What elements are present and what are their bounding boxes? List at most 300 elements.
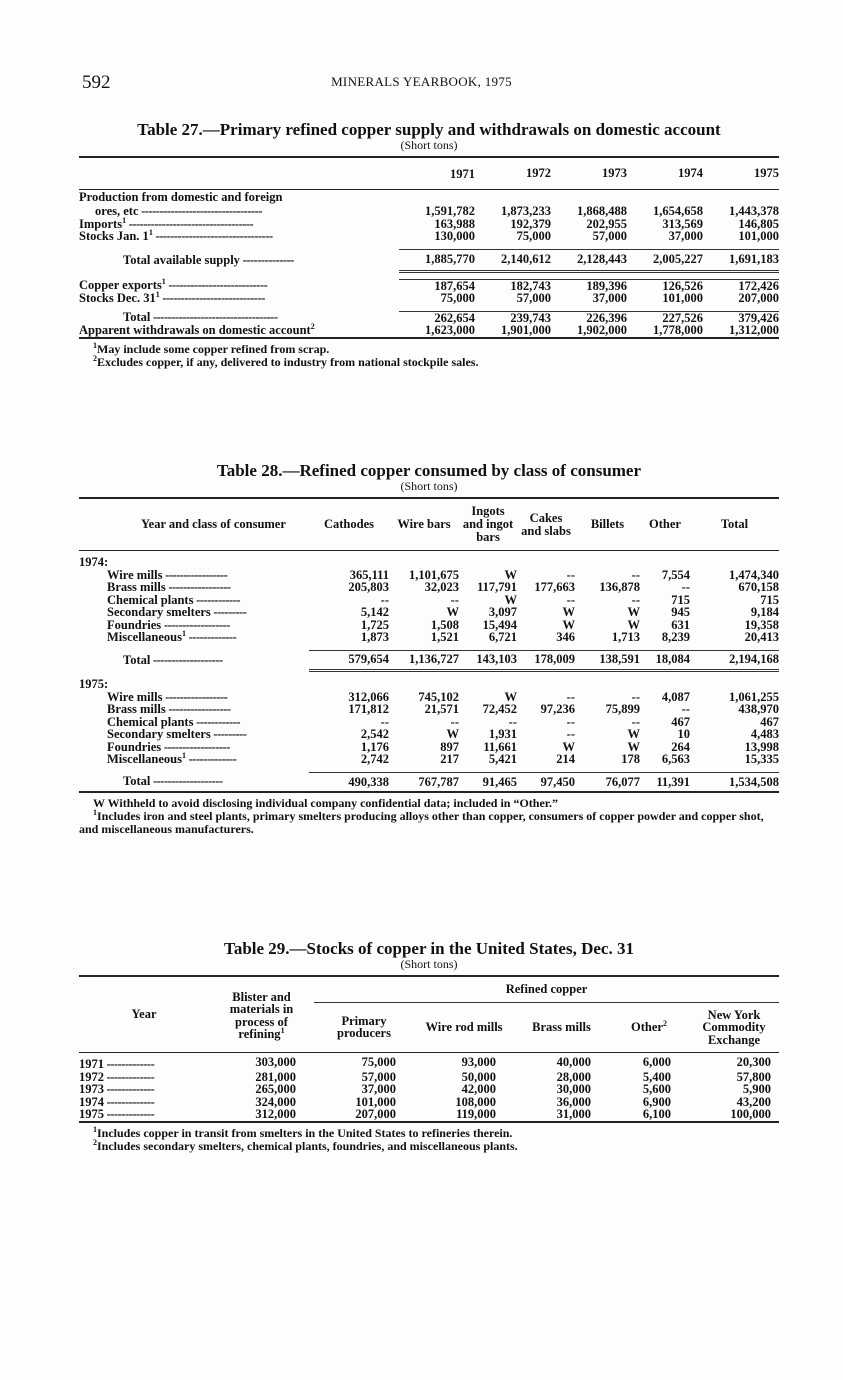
cell-value: W <box>562 605 575 619</box>
cell-value: 631 <box>671 617 690 632</box>
cell-value: 1,873,233 <box>501 204 551 218</box>
cell-value: 19,358 <box>744 617 779 632</box>
cell-value: W <box>627 605 640 619</box>
cell-value: 11,661 <box>483 739 517 754</box>
label-text: Secondary smelters <box>107 605 211 619</box>
cell-value: W <box>446 605 459 619</box>
label-text: 1973 <box>79 1082 104 1096</box>
cell-value: W <box>504 689 517 704</box>
cell-value: 6,563 <box>661 752 690 766</box>
column-header: Year <box>131 1007 157 1022</box>
cell-value: 467 <box>671 714 690 729</box>
cell-value: 207,000 <box>738 291 779 305</box>
footnote <box>79 353 779 369</box>
total-value: 1,136,727 <box>389 650 459 670</box>
cell-value: 438,970 <box>738 702 779 716</box>
total-value: 18,084 <box>640 650 690 670</box>
table-27-grid <box>79 156 779 339</box>
label-text: Production from domestic and foreign <box>79 190 283 204</box>
year-label: 1974: <box>79 555 109 569</box>
row-label <box>79 772 309 792</box>
cell-value: 1,061,255 <box>729 689 779 704</box>
table-27-title: Table 27.—Primary refined copper supply and withdrawals on domestic account <box>137 120 721 139</box>
table-row <box>79 1096 779 1109</box>
cell-value: W <box>446 727 459 741</box>
empty-cell <box>690 670 779 691</box>
t27-col-header: 1972 <box>526 166 551 180</box>
cell-value <box>399 189 475 205</box>
cell-value: 42,000 <box>461 1082 496 1096</box>
cell-value: -- <box>566 567 575 582</box>
cell-value: 1,885,770 <box>399 249 475 271</box>
cell-value <box>627 189 703 205</box>
cell-value: 1,931 <box>488 727 517 741</box>
total-value: 178,009 <box>517 650 575 670</box>
empty-cell <box>640 551 690 569</box>
cell-value: 202,955 <box>586 216 627 231</box>
column-header: Billets <box>590 517 625 531</box>
empty-cell <box>517 551 575 569</box>
cell-value: 7,554 <box>661 567 690 582</box>
table-row <box>79 249 779 271</box>
cell-value: 3,097 <box>488 605 517 619</box>
empty-cell <box>575 670 640 691</box>
empty-cell <box>517 670 575 691</box>
cell-value: 2,542 <box>360 727 389 741</box>
label-text: Brass mills <box>107 580 166 594</box>
table-row <box>79 189 779 205</box>
cell-value: 1,725 <box>360 617 389 632</box>
cell-value: 2,140,612 <box>475 249 551 271</box>
empty-cell <box>309 551 389 569</box>
cell-value: 20,300 <box>736 1054 771 1069</box>
running-title: MINERALS YEARBOOK, 1975 <box>331 74 512 89</box>
label-text: Total <box>123 774 151 789</box>
leader-dots: ----------------- <box>165 580 231 594</box>
cell-value: 745,102 <box>418 689 459 704</box>
table-row <box>79 292 779 305</box>
cell-value: 1,521 <box>430 630 459 644</box>
leader-dots: --------- <box>210 727 247 741</box>
column-header: Total <box>720 517 749 531</box>
cell-value: 8,239 <box>661 630 690 644</box>
cell-value: 21,571 <box>424 702 459 716</box>
cell-value: 101,000 <box>355 1094 396 1109</box>
cell-value: 1,312,000 <box>729 323 779 337</box>
cell-value: -- <box>566 714 575 729</box>
cell-value: 40,000 <box>556 1054 591 1069</box>
cell-value: 205,803 <box>348 580 389 594</box>
cell-value: 5,900 <box>742 1082 771 1096</box>
row-label <box>79 650 309 670</box>
empty-cell <box>389 670 459 691</box>
column-header: Other <box>649 517 681 531</box>
cell-value: 5,400 <box>642 1069 671 1084</box>
leader-dots: ------------ <box>193 714 241 729</box>
spacer-cell <box>399 271 475 279</box>
cell-value: 5,600 <box>642 1082 671 1096</box>
cell-value: 57,000 <box>361 1069 396 1084</box>
cell-value: 75,000 <box>361 1054 396 1069</box>
cell-value: 1,623,000 <box>425 323 475 337</box>
footnote-text: Includes copper in transit from smelters in the United States to refineries therein. <box>97 1125 513 1140</box>
cell-value: W <box>627 727 640 741</box>
cell-value: 57,800 <box>736 1069 771 1084</box>
label-text: Total available supply <box>123 252 240 267</box>
cell-value: 227,526 <box>662 310 703 325</box>
cell-value <box>551 189 627 205</box>
cell-value: 57,000 <box>592 229 627 243</box>
row-label <box>79 1108 209 1122</box>
cell-value: -- <box>450 592 459 607</box>
column-header <box>414 1002 514 1053</box>
row-label <box>79 321 399 338</box>
cell-value: -- <box>566 727 575 741</box>
footnote-mark: 2 <box>93 1137 97 1147</box>
cell-value: -- <box>566 689 575 704</box>
cell-value: 1,901,000 <box>501 323 551 337</box>
total-value: 767,787 <box>418 774 459 789</box>
header-text: New York Commodity Exchange <box>702 1007 766 1047</box>
cell-value: 31,000 <box>556 1107 591 1121</box>
label-text: Miscellaneous <box>107 630 182 644</box>
cell-value <box>703 189 779 205</box>
cell-value: 945 <box>671 605 690 619</box>
cell-value: 6,900 <box>642 1094 671 1109</box>
label-text: Foundries <box>107 739 162 754</box>
footnote-mark: 2 <box>93 353 97 363</box>
table-row <box>79 1053 779 1071</box>
cell-value: -- <box>508 714 517 729</box>
cell-value: 1,474,340 <box>729 567 779 582</box>
cell-value: 6,000 <box>642 1054 671 1069</box>
leader-dots: ---------------------------------- <box>126 216 254 231</box>
footnote-mark: 1 <box>93 1124 97 1134</box>
label-text: Miscellaneous <box>107 752 182 766</box>
total-row <box>79 772 779 792</box>
cell-value: 28,000 <box>556 1069 591 1084</box>
label-text: Copper exports <box>79 278 162 293</box>
cell-value: -- <box>566 592 575 607</box>
year-label: 1975: <box>79 677 109 691</box>
cell-value: 1,713 <box>611 630 640 644</box>
footnote <box>79 810 779 836</box>
cell-value: 6,721 <box>488 630 517 644</box>
spacer-cell <box>627 271 703 279</box>
cell-value: 20,413 <box>744 630 779 644</box>
footnote-mark: 1 <box>161 277 166 287</box>
cell-value: 1,591,782 <box>425 204 475 218</box>
footnote-text: Includes secondary smelters, chemical plants, foundries, and miscellaneous plants. <box>97 1138 518 1153</box>
cell-value: 101,000 <box>662 291 703 305</box>
cell-value: -- <box>631 714 640 729</box>
cell-value: 6,100 <box>642 1107 671 1121</box>
table-row <box>79 631 779 644</box>
cell-value: 192,379 <box>510 216 551 231</box>
cell-value: 1,176 <box>360 739 389 754</box>
column-header: Ingots and ingot bars <box>462 504 514 544</box>
cell-value: 5,421 <box>488 752 517 766</box>
footnote-mark: 2 <box>662 1018 667 1028</box>
label-text: Wire mills <box>107 689 163 704</box>
total-value: 1,534,508 <box>729 774 779 789</box>
cell-value: 217 <box>440 752 459 766</box>
leader-dots: ------------- <box>104 1082 155 1096</box>
total-value: 143,103 <box>459 650 517 670</box>
total-value: 97,450 <box>540 774 575 789</box>
label-text: 1975 <box>79 1107 104 1121</box>
cell-value: 467 <box>760 714 779 729</box>
empty-cell <box>575 551 640 569</box>
footnote-text: Includes iron and steel plants, primary smelters producing alloys other than copper, consumers of copper powder and copper shot, and miscellaneous manufacturers. <box>79 809 764 836</box>
cell-value: 43,200 <box>736 1094 771 1109</box>
table-28-title: Table 28.—Refined copper consumed by class of consumer <box>216 461 642 480</box>
table-row <box>79 1071 779 1084</box>
column-header <box>514 1002 609 1053</box>
cell-value: 32,023 <box>424 580 459 594</box>
cell-value: -- <box>380 714 389 729</box>
header-row <box>79 976 779 1002</box>
cell-value: 1,508 <box>430 617 459 632</box>
cell-value: 281,000 <box>255 1069 296 1084</box>
leader-dots: ----------------- <box>162 689 228 704</box>
cell-value: 126,526 <box>662 278 703 293</box>
cell-value: 312,000 <box>255 1107 296 1121</box>
table-27-subtitle: (Short tons) <box>400 138 458 152</box>
table-row <box>79 1108 779 1122</box>
table-row <box>79 753 779 766</box>
t27-col-header: 1971 <box>450 167 475 181</box>
cell-value: 1,101,675 <box>409 567 459 582</box>
cell-value: 57,000 <box>516 291 551 305</box>
header-text: Brass mills <box>532 1020 591 1034</box>
total-value: 11,391 <box>656 774 690 789</box>
row-label <box>79 289 399 305</box>
cell-value: 30,000 <box>556 1082 591 1096</box>
column-header <box>689 1002 779 1053</box>
row-label <box>79 1053 209 1071</box>
leader-dots: ------------ <box>193 592 241 607</box>
cell-value: W <box>627 739 640 754</box>
leader-dots: ------------------- <box>150 652 223 667</box>
cell-value: 182,743 <box>510 278 551 293</box>
footnote-mark: W <box>93 796 108 810</box>
cell-value: W <box>562 739 575 754</box>
table-28-grid <box>79 497 779 793</box>
t27-col-header: 1974 <box>678 166 703 180</box>
leader-dots: ----------------- <box>162 567 228 582</box>
cell-value: W <box>562 617 575 632</box>
label-text: Chemical plants <box>107 714 194 729</box>
header-text: Wire rod mills <box>425 1020 503 1034</box>
cell-value: 136,878 <box>599 580 640 594</box>
cell-value: 75,000 <box>516 229 551 243</box>
cell-value: -- <box>631 689 640 704</box>
row-label <box>79 750 309 766</box>
label-text: Wire mills <box>107 567 163 582</box>
cell-value: 313,569 <box>662 216 703 231</box>
cell-value: 36,000 <box>556 1094 591 1109</box>
leader-dots: --------- <box>210 605 247 619</box>
cell-value: 264 <box>671 739 690 754</box>
cell-value: 187,654 <box>434 278 475 293</box>
header-text: Primary producers <box>337 1013 391 1041</box>
leader-dots: ------------- <box>186 630 237 644</box>
label-text: Stocks Dec. 31 <box>79 291 156 305</box>
footnote-text: Withheld to avoid disclosing individual company confidential data; included in “Other.” <box>107 796 559 810</box>
table-row <box>79 230 779 243</box>
cell-value: 1,654,658 <box>653 204 703 218</box>
spacer-cell <box>703 271 779 279</box>
total-value: 76,077 <box>605 774 640 789</box>
cell-value: W <box>504 567 517 582</box>
row-label <box>79 189 399 205</box>
spacer-cell <box>551 271 627 279</box>
cell-value: 100,000 <box>730 1107 771 1121</box>
leader-dots: ------------- <box>104 1094 155 1109</box>
year-group-row <box>79 670 779 691</box>
label-text: Secondary smelters <box>107 727 211 741</box>
cell-value: 5,142 <box>360 605 389 619</box>
cell-value: 178 <box>621 752 640 766</box>
row-label <box>79 628 309 644</box>
row-label <box>79 227 399 243</box>
cell-value: 2,005,227 <box>627 249 703 271</box>
cell-value: 897 <box>440 739 459 754</box>
cell-value: 75,000 <box>440 291 475 305</box>
header-text: Other <box>631 1020 663 1034</box>
total-value: 138,591 <box>575 650 640 670</box>
label-text: Imports <box>79 216 123 231</box>
total-row <box>79 650 779 670</box>
cell-value: 177,663 <box>534 580 575 594</box>
footnote-mark: 1 <box>93 808 97 817</box>
footnote-mark: 1 <box>182 750 186 760</box>
leader-dots: ---------------------------- <box>159 291 265 305</box>
empty-cell <box>309 670 389 691</box>
footnote-text: May include some copper refined from scrap. <box>97 341 330 356</box>
cell-value: 207,000 <box>355 1107 396 1121</box>
cell-value: -- <box>681 702 690 716</box>
label-text: Total <box>123 652 151 667</box>
label-text: Apparent withdrawals on domestic account <box>79 323 311 337</box>
cell-value: 214 <box>556 752 575 766</box>
cell-value: -- <box>631 592 640 607</box>
leader-dots: ------------------- <box>150 774 223 789</box>
column-header: Cathodes <box>323 517 374 531</box>
header-text: Blister and materials in process of refining <box>229 989 294 1041</box>
t27-col-header: 1975 <box>754 166 779 180</box>
page-number: 592 <box>82 72 111 93</box>
cell-value <box>475 189 551 205</box>
total-value: 490,338 <box>348 774 389 789</box>
cell-value: 37,000 <box>668 229 703 243</box>
group-header: Refined copper <box>314 976 779 1002</box>
total-value: 579,654 <box>309 650 389 670</box>
cell-value: 108,000 <box>455 1094 496 1109</box>
cell-value: 4,483 <box>750 727 779 741</box>
cell-value: 1,778,000 <box>653 323 703 337</box>
label-text: 1972 <box>79 1069 104 1084</box>
empty-cell <box>389 551 459 569</box>
footnote-mark: 1 <box>122 215 127 225</box>
table-28-footnotes <box>79 797 779 836</box>
table-28-subtitle: (Short tons) <box>400 479 458 493</box>
footnote-mark: 1 <box>93 340 97 350</box>
cell-value: 130,000 <box>434 229 475 243</box>
column-header: Cakes and slabs <box>521 510 571 538</box>
leader-dots: ------------- <box>186 752 237 766</box>
cell-value: 171,812 <box>348 702 389 716</box>
cell-value: -- <box>631 567 640 582</box>
cell-value: W <box>504 592 517 607</box>
leader-dots: ---------------------------------- <box>150 310 278 325</box>
leader-dots: ------------- <box>104 1107 155 1121</box>
cell-value: 101,000 <box>738 229 779 243</box>
cell-value: 37,000 <box>592 291 627 305</box>
cell-value: 15,335 <box>744 752 779 766</box>
cell-value: 2,742 <box>360 752 389 766</box>
total-value: 91,465 <box>482 774 517 789</box>
cell-value: 346 <box>556 630 575 644</box>
empty-cell <box>640 670 690 691</box>
cell-value: 9,184 <box>750 605 779 619</box>
column-header <box>209 976 314 1053</box>
footnote-mark: 1 <box>280 1025 285 1035</box>
cell-value: 37,000 <box>361 1082 396 1096</box>
cell-value: 172,426 <box>738 278 779 293</box>
cell-value: W <box>627 617 640 632</box>
leader-dots: ----------------- <box>165 702 231 716</box>
cell-value: 1,868,488 <box>577 204 627 218</box>
cell-value: 1,443,378 <box>729 204 779 218</box>
cell-value: 1,902,000 <box>577 323 627 337</box>
table-29-title: Table 29.—Stocks of copper in the United States, Dec. 31 <box>224 939 634 958</box>
cell-value: 189,396 <box>586 278 627 293</box>
label-text: 1971 <box>79 1057 104 1071</box>
label-text: Chemical plants <box>107 592 194 607</box>
leader-dots: ------------- <box>104 1069 155 1084</box>
leader-dots: --------------------------- <box>165 278 268 293</box>
year-group-row <box>79 551 779 569</box>
cell-value: 119,000 <box>456 1107 496 1121</box>
cell-value: 312,066 <box>348 689 389 704</box>
table-row <box>79 324 779 338</box>
cell-value: 365,111 <box>349 567 389 582</box>
column-header <box>314 1002 414 1053</box>
table-row <box>79 1083 779 1096</box>
cell-value: 93,000 <box>461 1054 496 1069</box>
column-header: Wire bars <box>397 517 451 531</box>
footnote-mark: 2 <box>310 321 315 331</box>
cell-value: 303,000 <box>255 1054 296 1069</box>
cell-value: -- <box>681 580 690 594</box>
cell-value: 117,791 <box>477 580 517 594</box>
cell-value: 1,691,183 <box>703 249 779 271</box>
footnote-mark: 1 <box>148 227 153 237</box>
footnote-mark: 1 <box>155 289 160 299</box>
table-28 <box>79 462 779 836</box>
table-29-grid <box>79 975 779 1123</box>
cell-value: 715 <box>760 592 779 607</box>
column-header <box>609 1002 689 1053</box>
empty-cell <box>459 670 517 691</box>
table-27 <box>79 121 779 369</box>
cell-value: 97,236 <box>540 702 575 716</box>
table-29 <box>79 940 779 1153</box>
label-text: ores, etc <box>95 204 139 218</box>
leader-dots: -------------------------------- <box>152 229 273 243</box>
